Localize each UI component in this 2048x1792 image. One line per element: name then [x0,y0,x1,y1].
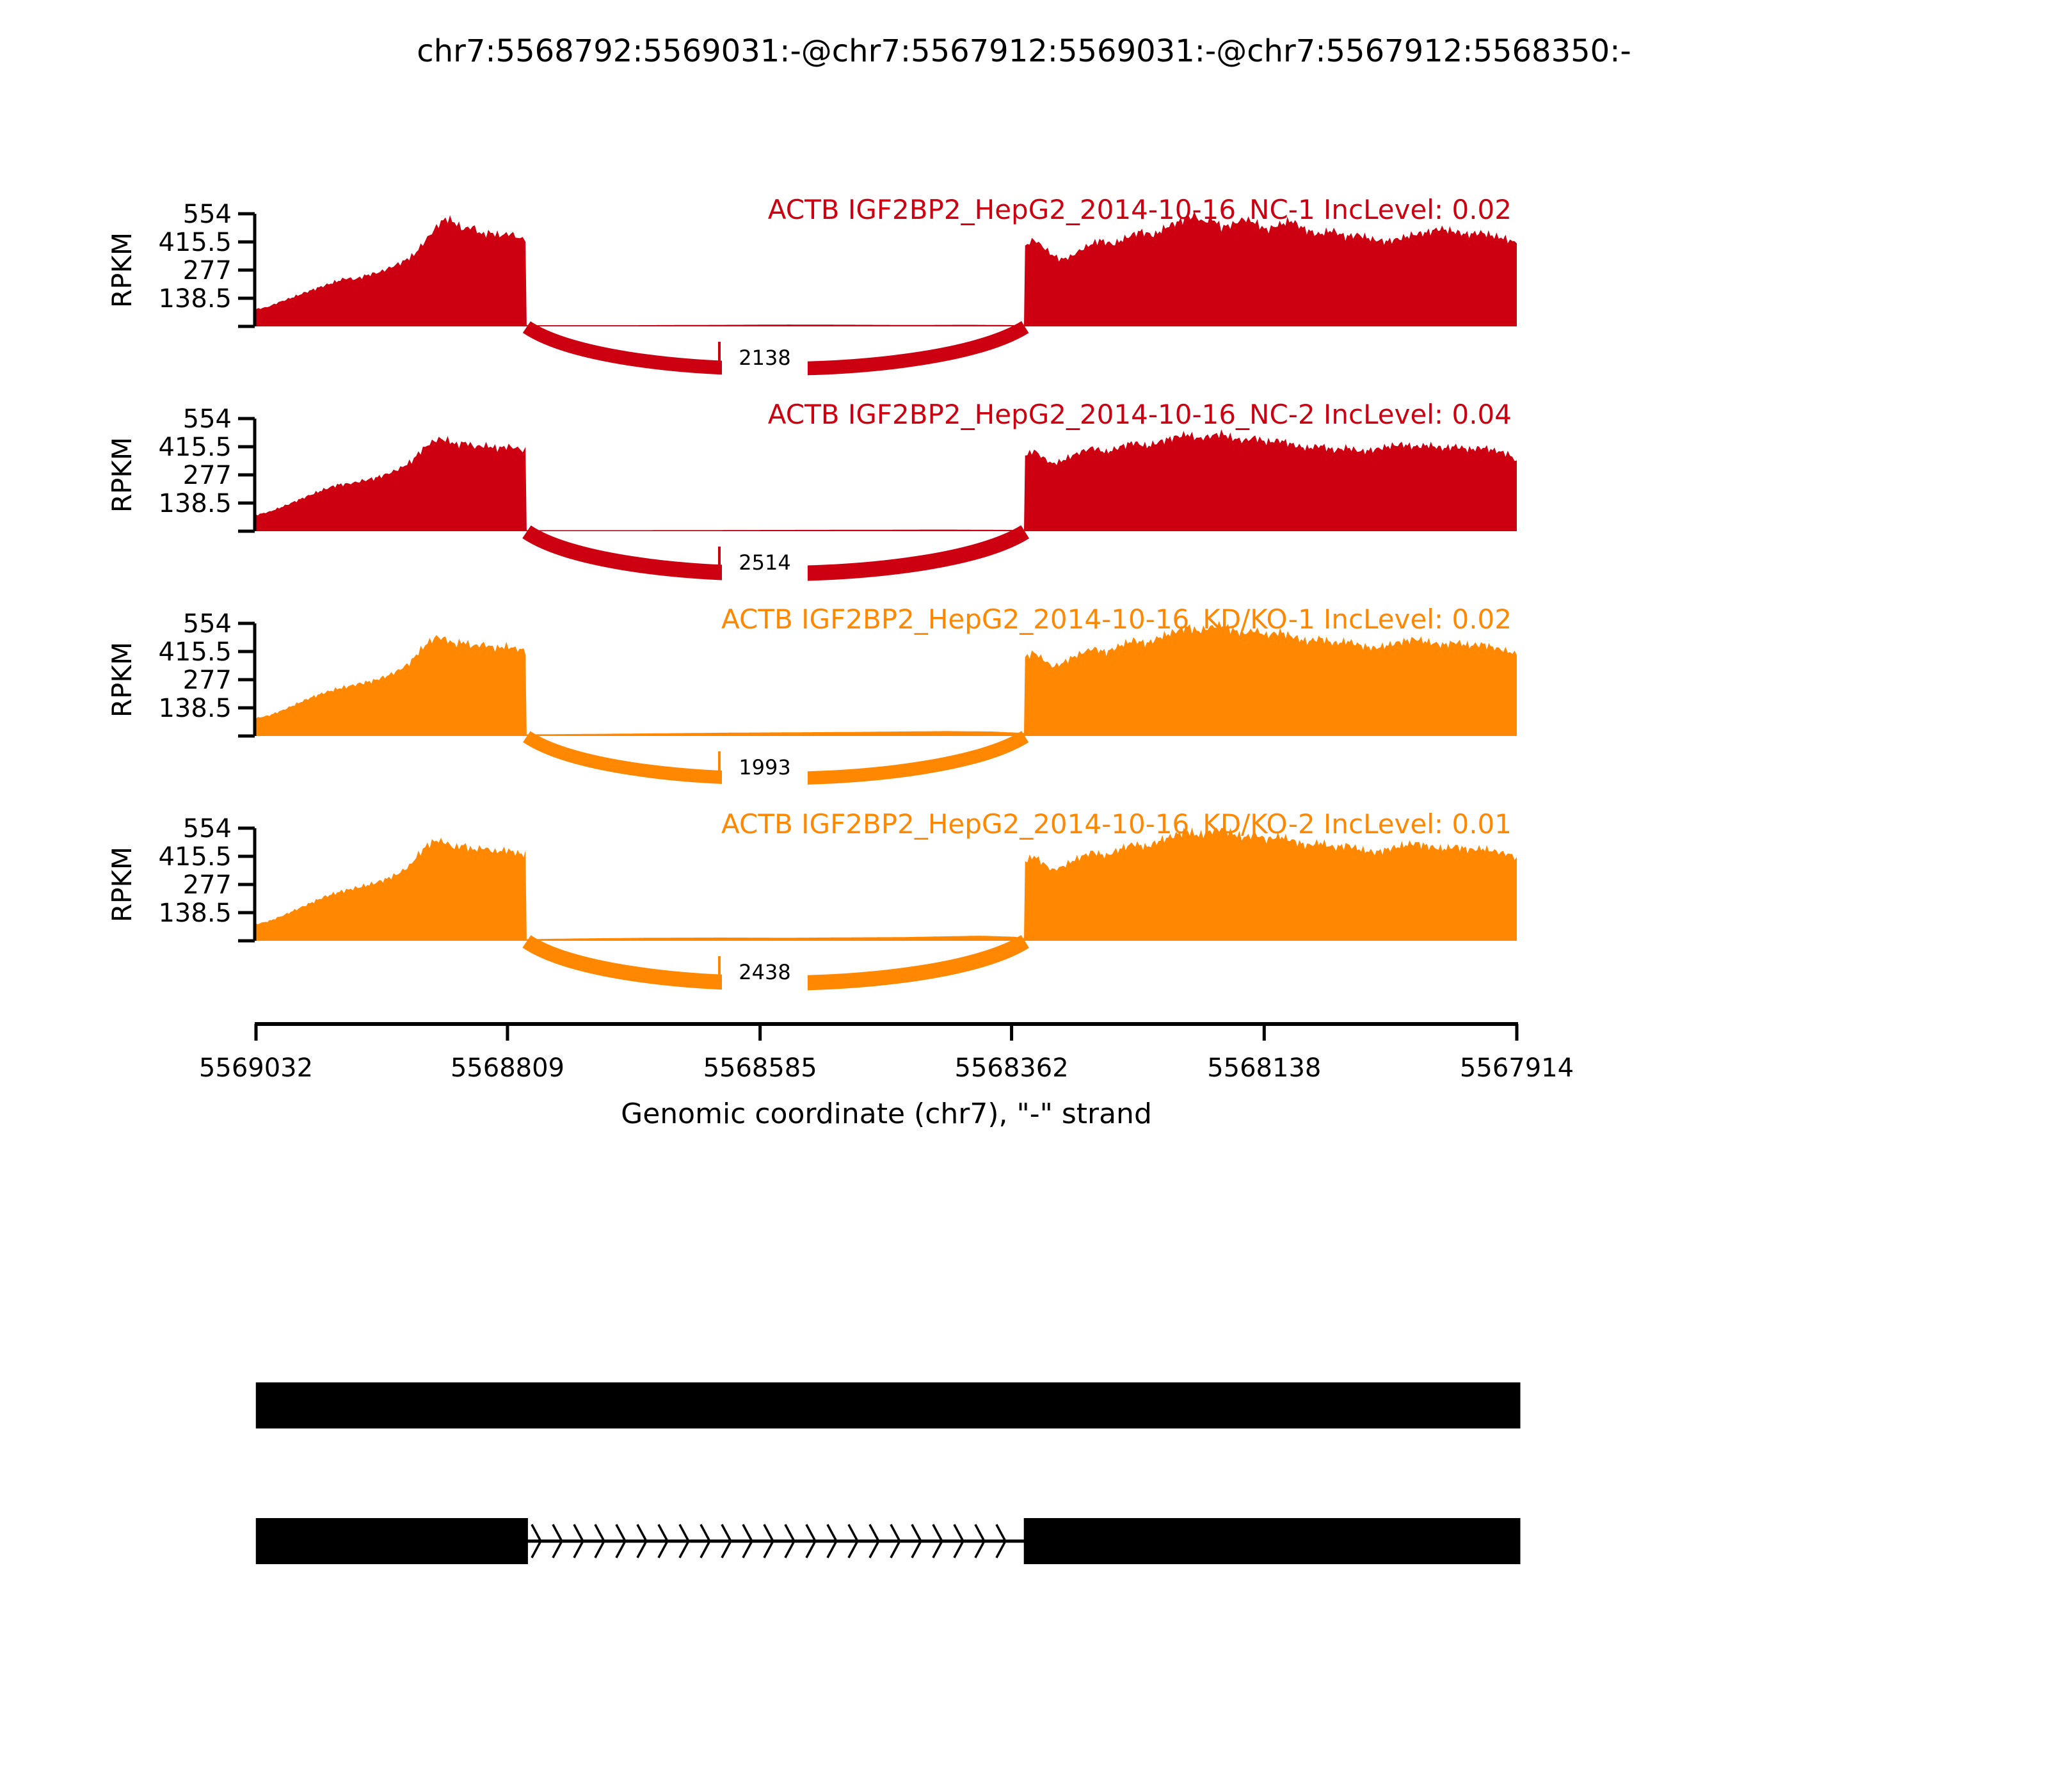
track-0-y-tick-label: 138.5 [158,284,232,314]
x-tick-label: 5568809 [450,1053,565,1083]
gene-model-inclusion-isoform [256,1382,1521,1428]
track-1-label: ACTB IGF2BP2_HepG2_2014-10-16_NC-2 IncLevel: 0.04 [767,399,1512,430]
track-2-label: ACTB IGF2BP2_HepG2_2014-10-16_KD/KO-1 IncLevel: 0.02 [721,604,1512,635]
track-1-y-tick-label: 277 [182,461,232,490]
track-0 [106,194,1517,378]
track-1-junction-count: 2514 [739,550,791,575]
gene-model [256,1382,1521,1564]
x-tick-label: 5568585 [703,1053,817,1083]
track-0-junction-count: 2138 [739,346,791,370]
gene-model-exon [256,1518,528,1564]
track-3-y-tick-label: 138.5 [158,899,232,928]
track-1-coverage-area [256,429,1517,531]
track-2-y-tick-label: 277 [182,666,232,695]
track-3-y-tick-label: 415.5 [158,842,232,872]
track-3-ylabel-rpkm: RPKM [106,846,138,923]
track-0-label: ACTB IGF2BP2_HepG2_2014-10-16_NC-1 IncLevel: 0.02 [767,194,1512,225]
track-2-junction-count: 1993 [739,755,791,780]
track-1-y-tick-label: 138.5 [158,489,232,518]
track-3 [106,808,1517,992]
gene-model-exon [256,1382,1521,1428]
track-2 [106,604,1517,787]
x-tick-label: 5567914 [1459,1053,1574,1083]
gene-model-exon [1024,1518,1521,1564]
gene-model-skipping-isoform [256,1518,1521,1564]
track-2-y-tick-label: 415.5 [158,637,232,667]
track-1 [106,399,1517,582]
x-tick-label: 5568362 [954,1053,1069,1083]
track-3-coverage-area [256,828,1517,941]
track-2-coverage-area [256,621,1517,736]
track-1-ylabel-rpkm: RPKM [106,436,138,513]
track-0-ylabel-rpkm: RPKM [106,232,138,308]
track-3-label: ACTB IGF2BP2_HepG2_2014-10-16_KD/KO-2 IncLevel: 0.01 [721,808,1512,840]
track-0-coverage-area [256,211,1517,326]
track-3-junction-count: 2438 [739,960,791,984]
track-2-y-tick-label: 554 [182,609,232,639]
track-1-y-tick-label: 554 [182,404,232,434]
figure-title: chr7:5568792:5569031:-@chr7:5567912:5569031:-@chr7:5567912:5568350:- [417,33,1631,69]
track-0-y-tick-label: 277 [182,256,232,285]
track-2-y-tick-label: 138.5 [158,694,232,723]
track-1-y-tick-label: 415.5 [158,433,232,462]
track-3-y-tick-label: 277 [182,870,232,900]
x-axis-title: Genomic coordinate (chr7), "-" strand [621,1098,1152,1130]
x-tick-label: 5568138 [1207,1053,1322,1083]
track-2-ylabel-rpkm: RPKM [106,641,138,718]
x-axis [199,1024,1574,1130]
track-0-y-tick-label: 554 [182,200,232,229]
track-3-y-tick-label: 554 [182,814,232,844]
x-tick-label: 5569032 [198,1053,314,1083]
track-0-y-tick-label: 415.5 [158,228,232,257]
